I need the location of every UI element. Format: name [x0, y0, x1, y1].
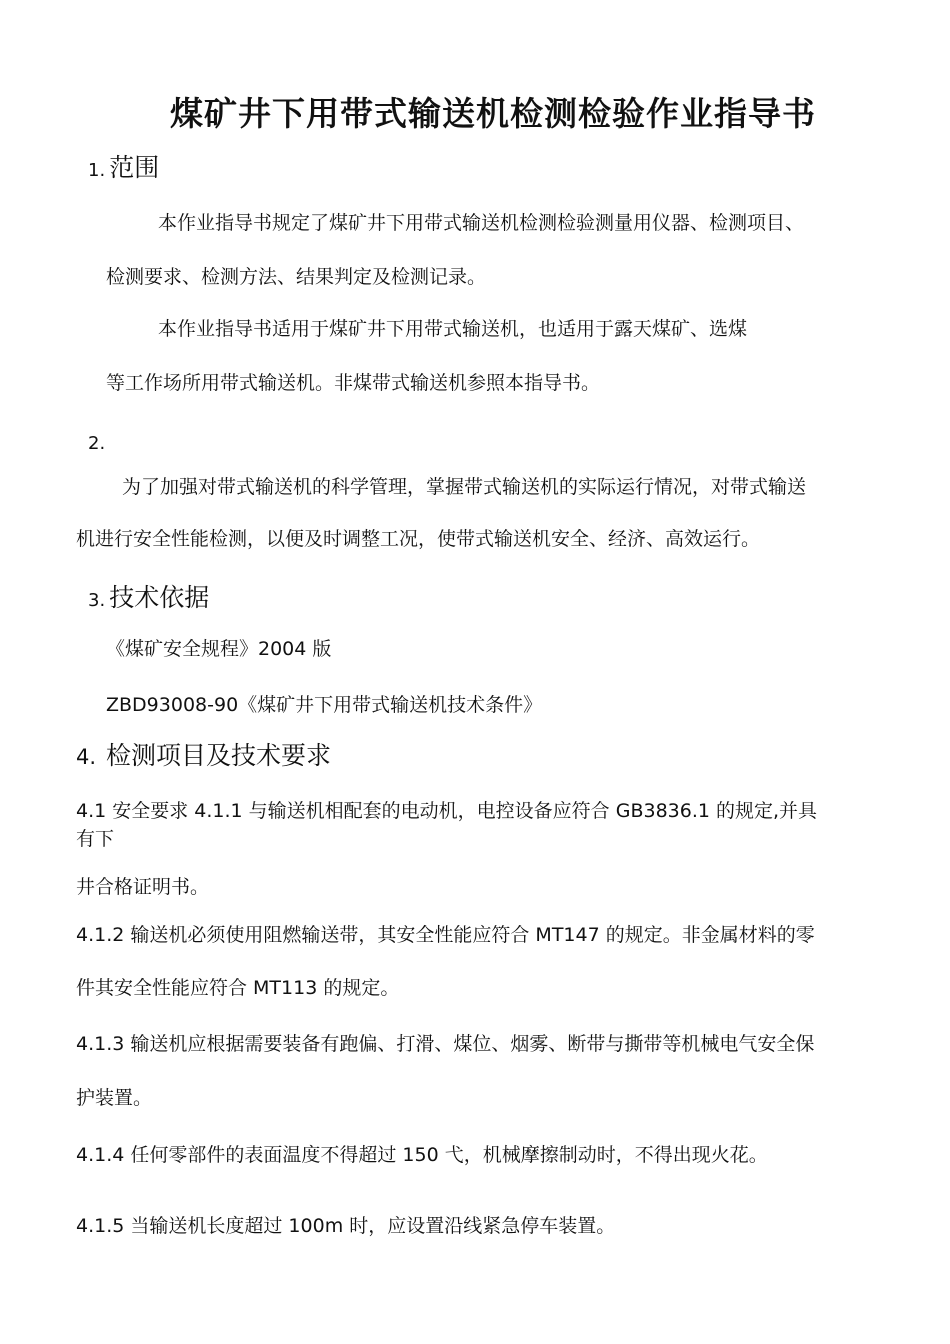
- item-4-1-3-line-2: 护装置。: [76, 1087, 153, 1109]
- section-1-paragraph-1-line-2: 检测要求、检测方法、结果判定及检测记录。: [106, 266, 487, 288]
- reference-zbd93008-90: ZBD93008-90《煤矿井下用带式输送机技术条件》: [106, 694, 543, 716]
- item-4-1-3-line-1: 4.1.3 输送机应根据需要装备有跑偏、打滑、煤位、烟雾、断带与撕带等机械电气安全保: [76, 1033, 815, 1055]
- item-4-1-1-line-3: 井合格证明书。: [76, 876, 210, 898]
- section-2-paragraph-line-1: 为了加强对带式输送机的科学管理，掌握带式输送机的实际运行情况，对带式输送: [122, 476, 807, 498]
- item-4-1-1-line-2: 有下: [76, 828, 115, 850]
- reference-coal-mine-safety-rules: 《煤矿安全规程》2004 版: [106, 638, 332, 660]
- section-3-heading: [88, 578, 209, 614]
- item-4-1-1-line-1: 4.1 安全要求 4.1.1 与输送机相配套的电动机，电控设备应符合 GB3836.1 的规定,并具: [76, 800, 818, 822]
- section-1-number: 1.: [88, 160, 106, 181]
- section-2-heading: [88, 426, 109, 455]
- section-4-heading: [76, 736, 331, 772]
- item-4-1-2-line-1: 4.1.2 输送机必须使用阻燃输送带，其安全性能应符合 MT147 的规定。非金属材料的零: [76, 924, 815, 946]
- section-1-paragraph-2-line-1: 本作业指导书适用于煤矿井下用带式输送机，也适用于露天煤矿、选煤: [158, 318, 748, 340]
- section-1-title: 范围: [109, 153, 160, 182]
- item-4-1-4: 4.1.4 任何零部件的表面温度不得超过 150 弋，机械摩擦制动时，不得出现火花。: [76, 1144, 768, 1166]
- section-2-number: 2.: [88, 433, 106, 454]
- section-1-paragraph-2-line-2: 等工作场所用带式输送机。非煤带式输送机参照本指导书。: [106, 372, 601, 394]
- section-3-number: 3.: [88, 590, 106, 611]
- item-4-1-2-line-2: 件其安全性能应符合 MT113 的规定。: [76, 977, 400, 999]
- section-1-paragraph-1-line-1: 本作业指导书规定了煤矿井下用带式输送机检测检验测量用仪器、检测项目、: [158, 212, 805, 234]
- section-4-title: 检测项目及技术要求: [106, 741, 332, 770]
- item-4-1-5: 4.1.5 当输送机长度超过 100m 时，应设置沿线紧急停车装置。: [76, 1215, 616, 1237]
- section-3-title: 技术依据: [109, 583, 210, 612]
- section-1-heading: [88, 148, 159, 184]
- document-title: 煤矿井下用带式输送机检测检验作业指导书: [170, 94, 816, 133]
- section-4-number: 4.: [76, 745, 97, 769]
- section-2-paragraph-line-2: 机进行安全性能检测，以便及时调整工况，使带式输送机安全、经济、高效运行。: [76, 528, 761, 550]
